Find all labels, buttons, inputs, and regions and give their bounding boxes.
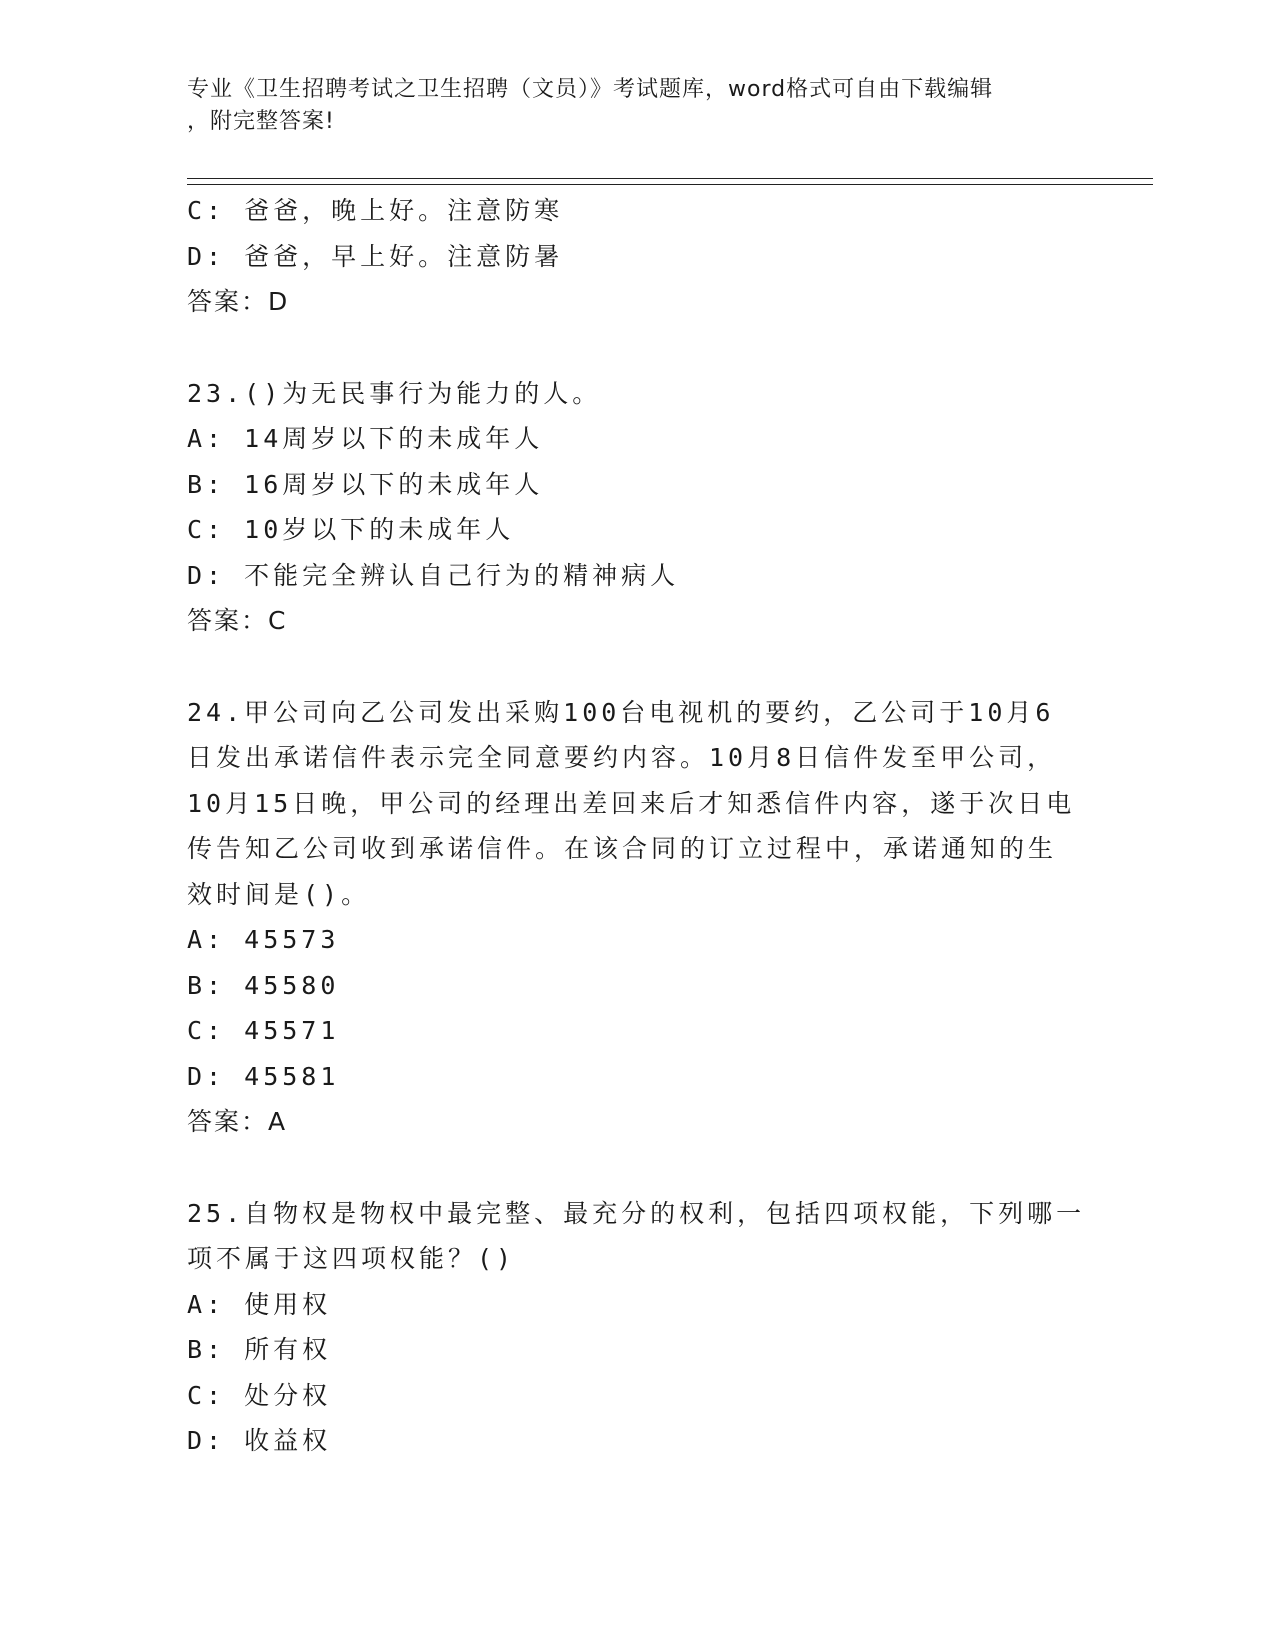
question-23-option-d: D: 不能完全辨认自己行为的精神病人 [187,560,680,590]
question-24-option-d: D: 45581 [187,1061,340,1091]
question-23 [187,371,1087,644]
question-24-stem-line: 传告知乙公司收到承诺信件。在该合同的订立过程中，承诺通知的生 [187,834,1058,863]
question-25-option-b: B: 所有权 [187,1335,332,1364]
question-25-option-c: C: 处分权 [187,1380,332,1410]
question-25-option-d: D: 收益权 [187,1426,332,1455]
question-22-tail [187,188,1087,325]
question-24-stem-line: 10月15日晚，甲公司的经理出差回来后才知悉信件内容，遂于次日电 [187,788,1076,818]
question-24-stem-line: 日发出承诺信件表示完全同意要约内容。10月8日信件发至甲公司， [187,743,1057,772]
header-line-1: 专业《卫生招聘考试之卫生招聘（文员）》考试题库，word格式可自由下载编辑 [187,77,994,102]
question-22-answer: 答案：D [187,287,290,316]
question-22-option-d: D: 爸爸，早上好。注意防暑 [187,241,564,271]
header-divider-bottom [187,184,1153,185]
question-24-stem-line: 24.甲公司向乙公司发出采购100台电视机的要约，乙公司于10月6 [187,697,1055,727]
question-25 [187,1191,1087,1464]
question-25-stem-line: 25.自物权是物权中最完整、最充分的权利，包括四项权能，下列哪一 [187,1198,1086,1228]
question-23-option-c: C: 10岁以下的未成年人 [187,515,515,544]
question-24-option-b: B: 45580 [187,970,340,1000]
question-body [187,188,1087,1464]
header-divider-top [187,178,1153,179]
question-25-option-a: A: 使用权 [187,1289,332,1319]
header-line-2: ，附完整答案! [187,109,335,134]
question-23-option-b: B: 16周岁以下的未成年人 [187,469,544,499]
spacer [187,325,1087,371]
spacer [187,1145,1087,1191]
question-22-option-c: C: 爸爸，晚上好。注意防寒 [187,196,564,225]
question-25-stem-line: 项不属于这四项权能？() [187,1244,516,1273]
question-24-stem-line: 效时间是()。 [187,879,371,909]
question-24-option-a: A: 45573 [187,925,340,954]
question-24 [187,690,1087,1145]
question-23-answer: 答案：C [187,606,288,635]
question-23-option-a: A: 14周岁以下的未成年人 [187,424,544,453]
document-header [187,74,1067,138]
question-24-answer: 答案：A [187,1107,288,1136]
question-24-option-c: C: 45571 [187,1016,340,1045]
spacer [187,644,1087,690]
question-23-stem: 23.()为无民事行为能力的人。 [187,378,602,408]
